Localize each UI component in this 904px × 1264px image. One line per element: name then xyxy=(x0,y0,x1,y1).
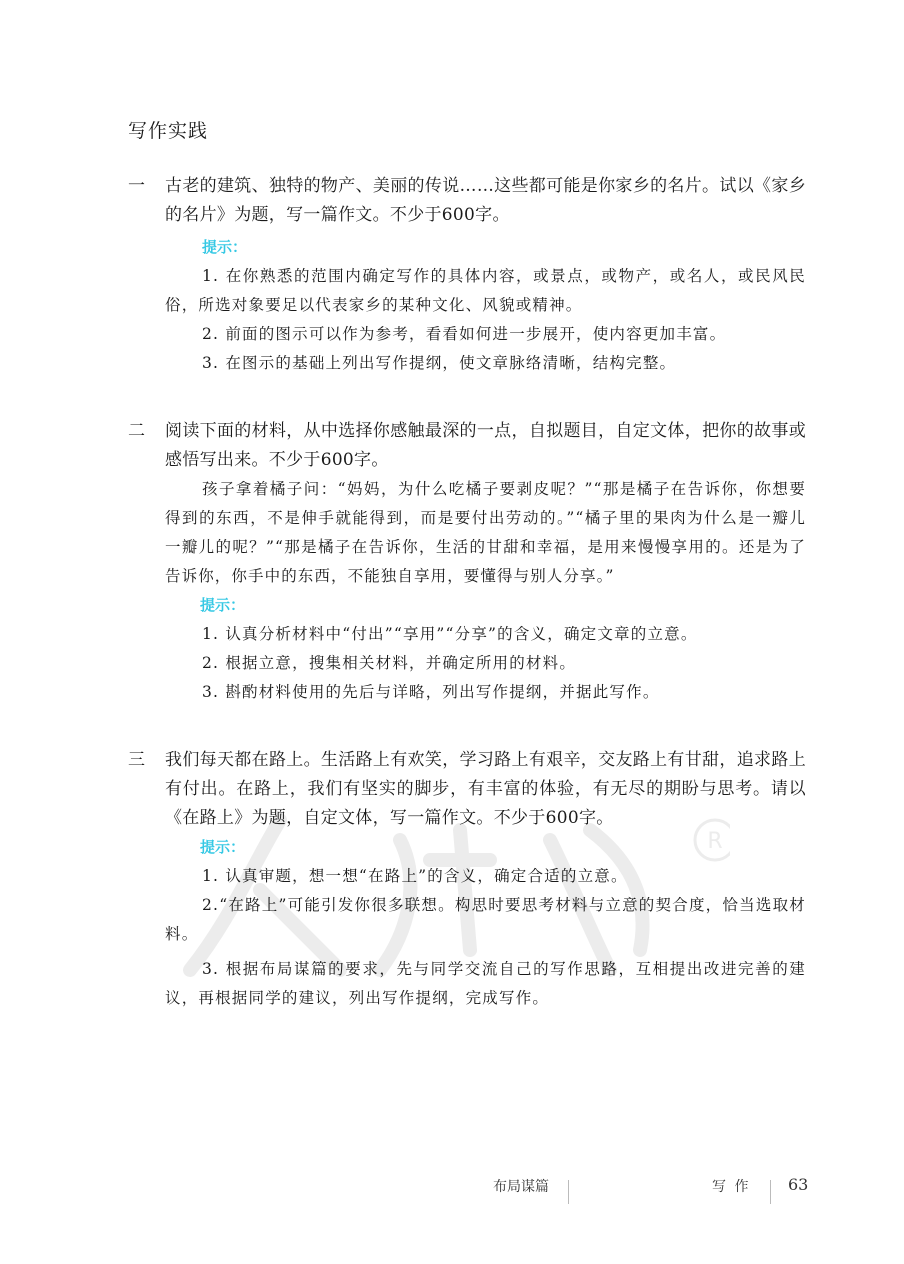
task-number: 二 xyxy=(128,421,145,441)
tip-item: 3. 斟酌材料使用的先后与详略，列出写作提纲，并据此写作。 xyxy=(202,683,660,701)
task-number: 三 xyxy=(128,750,145,770)
tip-item: 2.“在路上”可能引发你很多联想。构思时要思考材料与立意的契合度，恰当选取材料。 xyxy=(165,896,806,943)
tips-label: 提示： xyxy=(200,838,246,856)
tip-item: 1. 认真分析材料中“付出”“享用”“分享”的含义，确定文章的立意。 xyxy=(202,625,698,643)
task-prompt: 阅读下面的材料，从中选择你感触最深的一点，自拟题目，自定文体，把你的故事或感悟写出来。不少于600字。 xyxy=(165,421,806,470)
tip-item: 1. 认真审题，想一想“在路上”的含义，确定合适的立意。 xyxy=(202,867,628,885)
footer-divider xyxy=(568,1180,569,1204)
tip-item: 3. 在图示的基础上列出写作提纲，使文章脉络清晰，结构完整。 xyxy=(202,354,677,372)
page-number: 63 xyxy=(788,1175,809,1194)
task-number: 一 xyxy=(128,176,145,196)
footer-divider xyxy=(770,1180,771,1204)
tip-item: 2. 根据立意，搜集相关材料，并确定所用的材料。 xyxy=(202,654,577,672)
tip-item: 1. 在你熟悉的范围内确定写作的具体内容，或景点，或物产，或名人，或民风民俗，所选对象要足以代表家乡的某种文化、风貌或精神。 xyxy=(165,267,806,314)
tip-item: 3. 根据布局谋篇的要求，先与同学交流自己的写作思路，互相提出改进完善的建议，再根据同学的建议，列出写作提纲，完成写作。 xyxy=(165,960,806,1007)
writing-task-2 xyxy=(128,417,806,707)
writing-task-3 xyxy=(128,746,806,1013)
task-prompt: 古老的建筑、独特的物产、美丽的传说……这些都可能是你家乡的名片。试以《家乡的名片》为题，写一篇作文。不少于600字。 xyxy=(165,176,806,225)
tip-item: 2. 前面的图示可以作为参考，看看如何进一步展开，使内容更加丰富。 xyxy=(202,325,727,343)
svg-text:R: R xyxy=(707,829,723,854)
reading-material: 孩子拿着橘子问：“妈妈，为什么吃橘子要剥皮呢？”“那是橘子在告诉你，你想要得到的东西，不是伸手就能得到，而是要付出劳动的。”“橘子里的果肉为什么是一瓣儿一瓣儿的呢？”“那是橘子在告诉你，生活的甘甜和幸福，是用来慢慢享用的。还是为了告诉你，你手中的东西，不能独自享用，要懂得与别人分享。” xyxy=(165,480,806,585)
tips-label: 提示： xyxy=(202,238,248,256)
tips-label: 提示： xyxy=(200,596,246,614)
footer-section-label: 写 作 xyxy=(712,1179,751,1195)
footer-unit-label: 布局谋篇 xyxy=(493,1179,549,1195)
writing-task-1 xyxy=(128,172,806,378)
page-title: 写作实践 xyxy=(128,120,209,142)
task-prompt: 我们每天都在路上。生活路上有欢笑，学习路上有艰辛，交友路上有甘甜，追求路上有付出。在路上，我们有坚实的脚步，有丰富的体验，有无尽的期盼与思考。请以《在路上》为题，自定文体，写一篇作文。不少于600字。 xyxy=(165,750,806,828)
